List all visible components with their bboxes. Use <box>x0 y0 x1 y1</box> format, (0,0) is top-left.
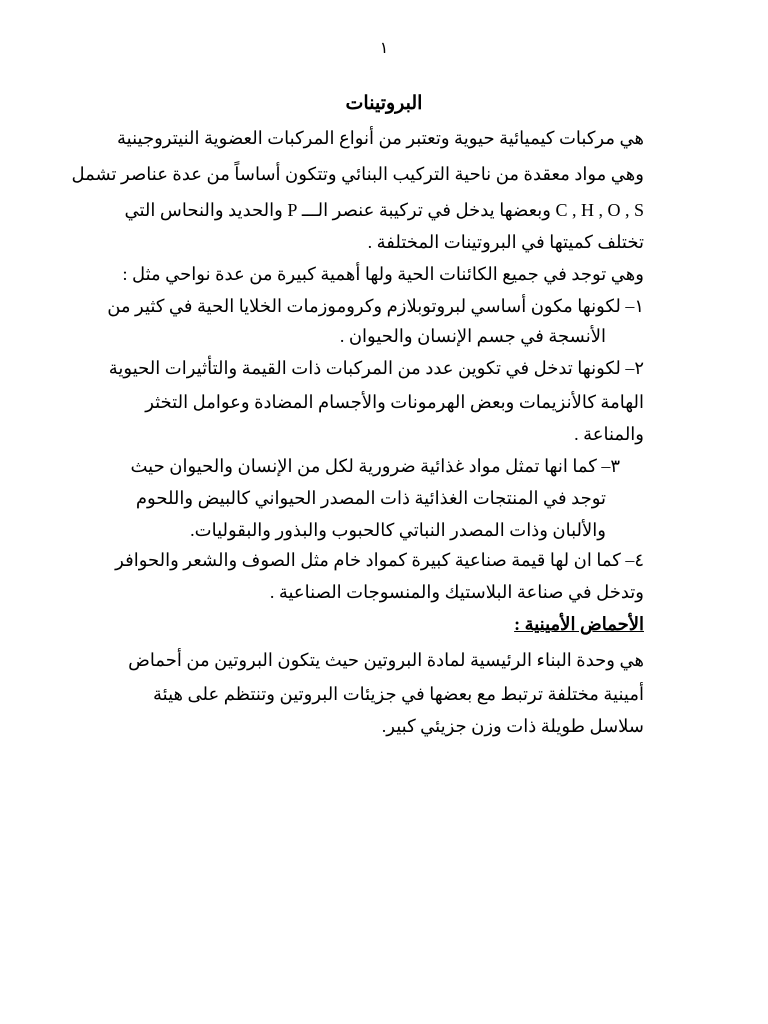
text-line: وهي مواد معقدة من ناحية التركيب البنائي وتتكون أساساً من عدة عناصر تشمل <box>71 164 644 184</box>
page-title: البروتينات <box>345 93 423 114</box>
text-line: تختلف كميتها في البروتينات المختلفة . <box>367 232 644 252</box>
list-item: ٤– كما ان لها قيمة صناعية كبيرة كمواد خام مثل الصوف والشعر والحوافر <box>115 550 644 570</box>
list-item: ٣– كما انها تمثل مواد غذائية ضرورية لكل من الإنسان والحيوان حيث <box>130 456 620 476</box>
text-line: C , H , O , S وبعضها يدخل في تركيبة عنصر الـــ P والحديد والنحاس التي <box>124 200 644 220</box>
list-item-continuation: والمناعة . <box>574 424 644 444</box>
text-line: هي مركبات كيميائية حيوية وتعتبر من أنواع المركبات العضوية النيتروجينية <box>117 128 644 148</box>
text-line: سلاسل طويلة ذات وزن جزيئي كبير. <box>381 716 644 736</box>
list-item-continuation: الأنسجة في جسم الإنسان والحيوان . <box>339 326 606 346</box>
text-line: هي وحدة البناء الرئيسية لمادة البروتين حيث يتكون البروتين من أحماض <box>128 650 644 670</box>
list-item: ٢– لكونها تدخل في تكوين عدد من المركبات ذات القيمة والتأثيرات الحيوية <box>108 358 644 378</box>
list-item: ١– لكونها مكون أساسي لبروتوبلازم وكروموزمات الخلايا الحية في كثير من <box>107 296 644 316</box>
text-line: وهي توجد في جميع الكائنات الحية ولها أهمية كبيرة من عدة نواحي مثل : <box>122 264 644 284</box>
page-number: ١ <box>379 40 389 57</box>
list-item-continuation: والألبان وذات المصدر النباتي كالحبوب والبذور والبقوليات. <box>190 520 606 540</box>
list-item-continuation: توجد في المنتجات الغذائية ذات المصدر الحيواني كالبيض واللحوم <box>135 488 606 508</box>
section-heading: الأحماض الأمينية : <box>514 614 644 634</box>
list-item-continuation: الهامة كالأنزيمات وبعض الهرمونات والأجسام المضادة وعوامل التخثر <box>145 392 644 412</box>
list-item-continuation: وتدخل في صناعة البلاستيك والمنسوجات الصناعية . <box>269 582 644 602</box>
text-line: أمينية مختلفة ترتبط مع بعضها في جزيئات البروتين وتنتظم على هيئة <box>152 684 644 704</box>
